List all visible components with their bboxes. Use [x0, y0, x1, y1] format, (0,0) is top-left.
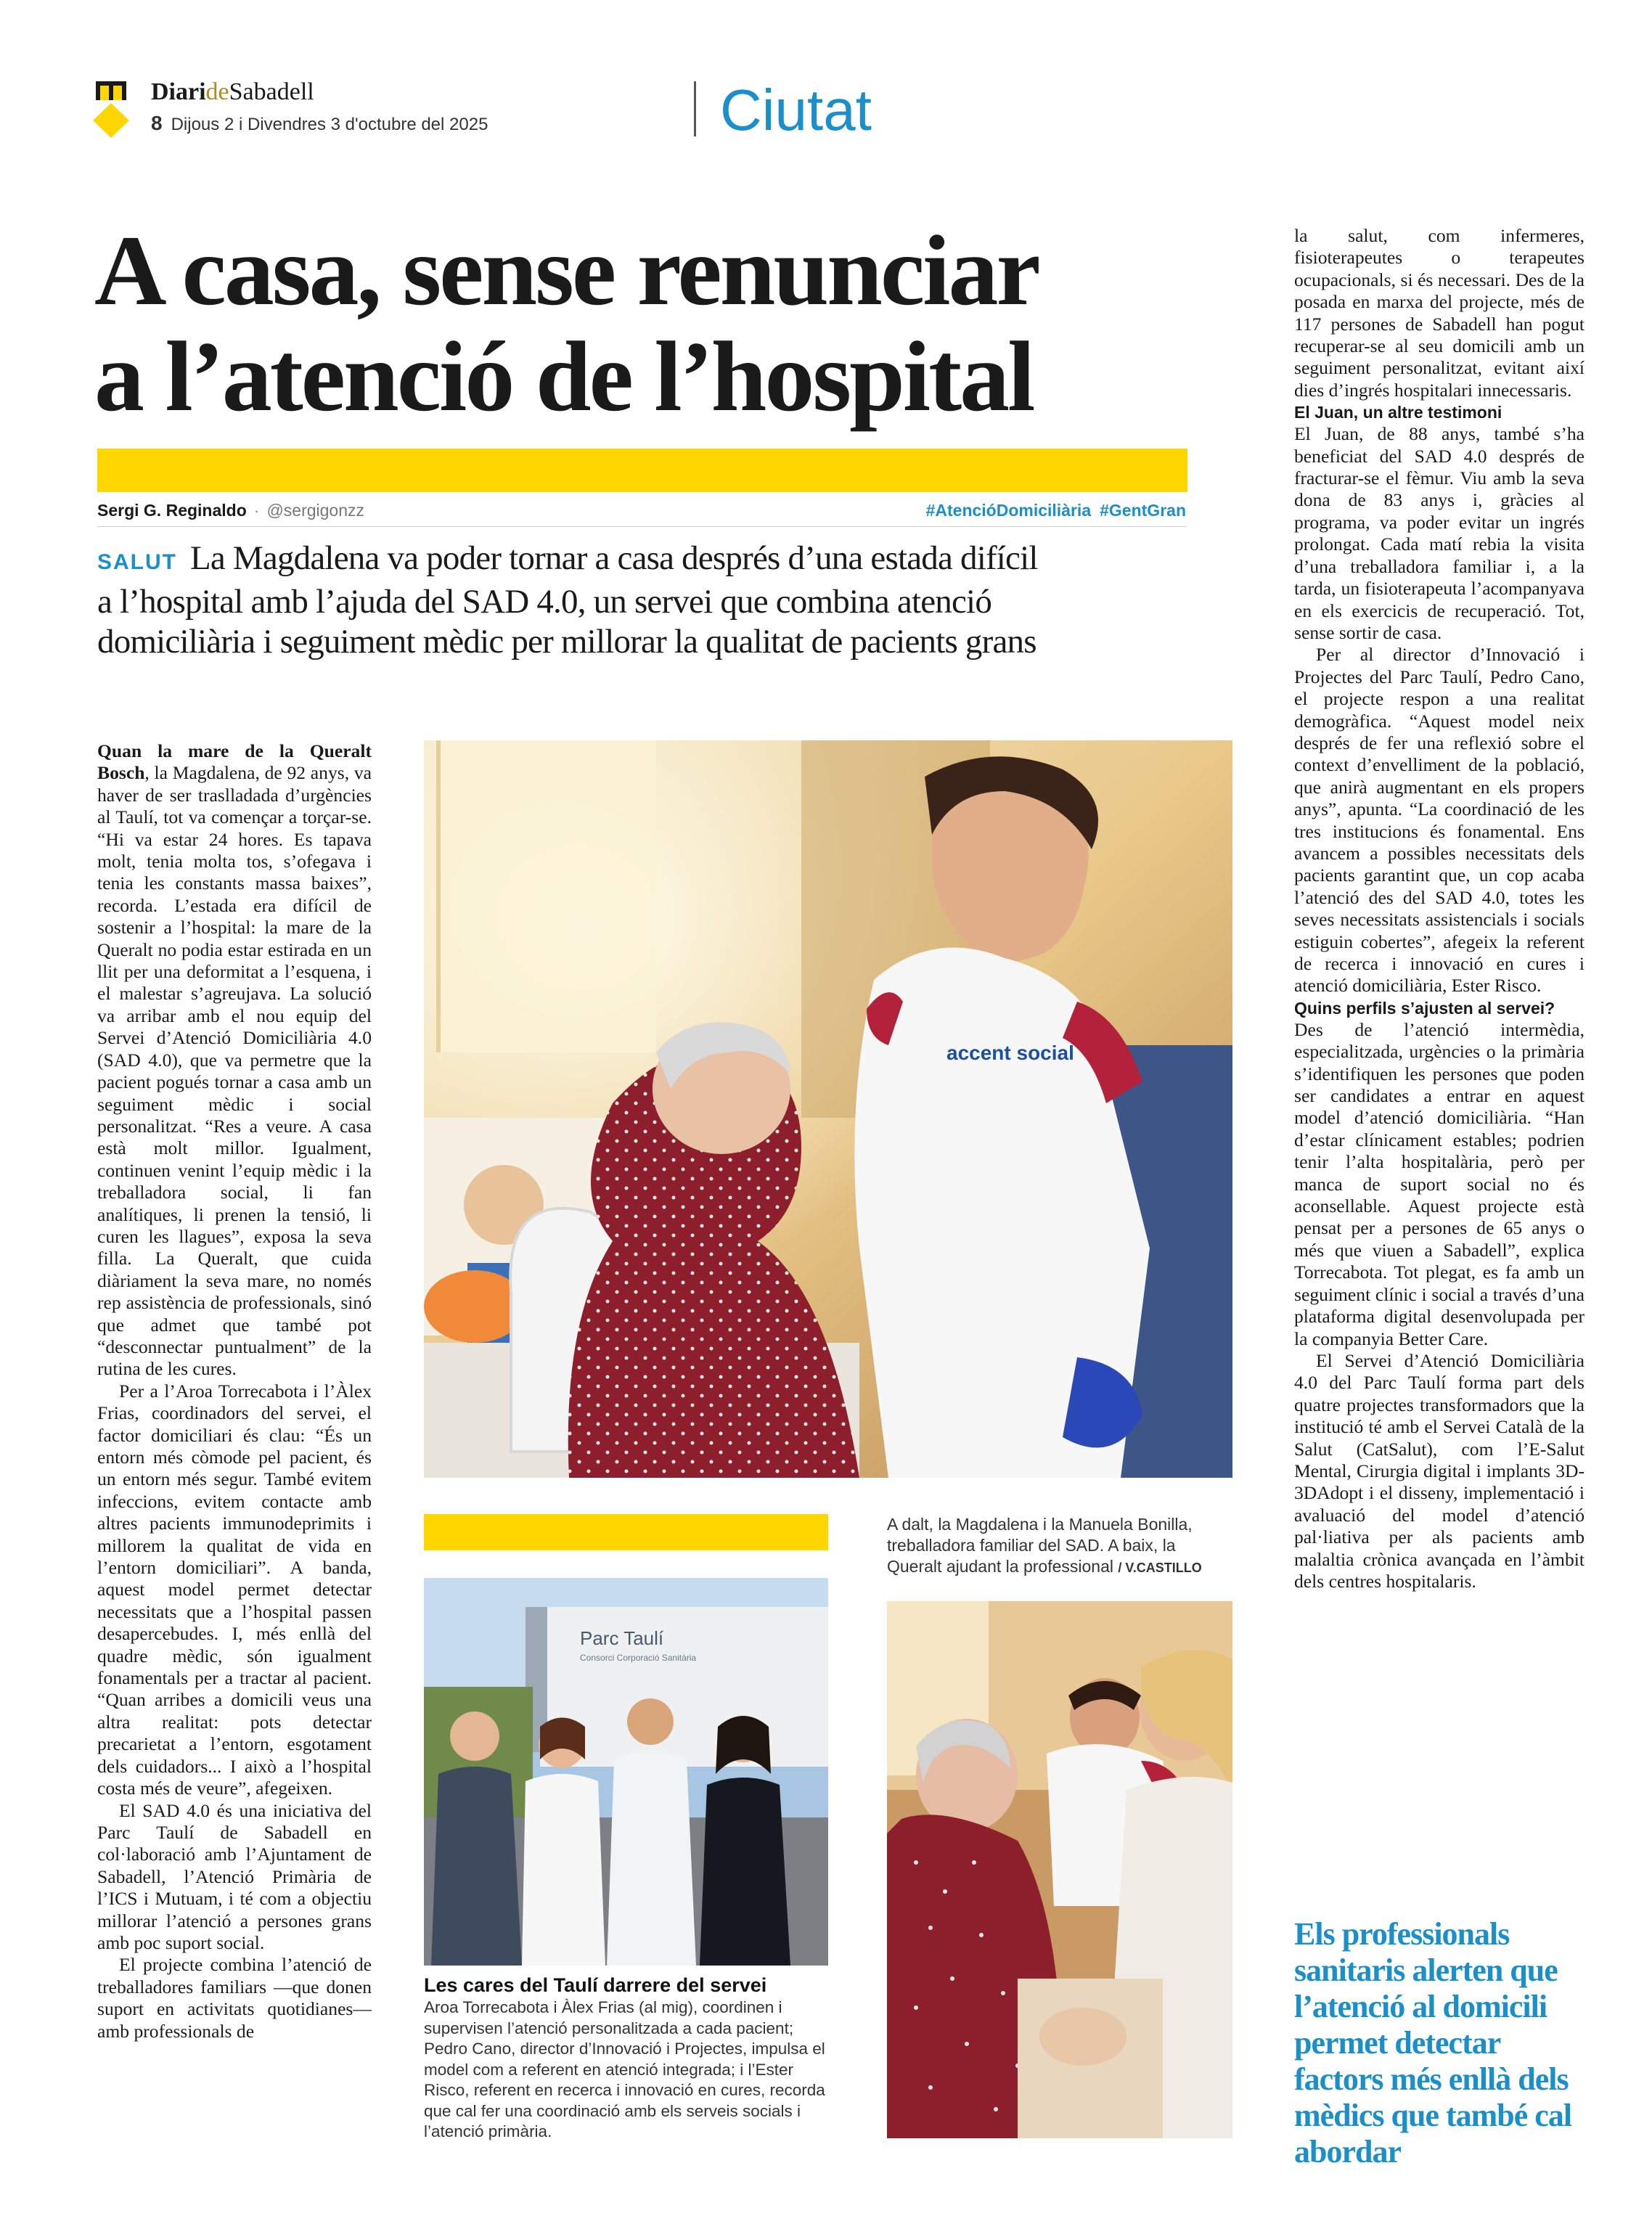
- author-handle[interactable]: @sergigonzz: [266, 501, 365, 520]
- article-column-1: Quan la mare de la Queralt Bosch, la Magdalena, de 92 anys, va haver de ser traslladada d’urgències al Taulí, tot va començar a torçar-se. “Hi va estar 24 hores. Es tapava molt, tenia molta tos, s’ofegava i tenia les constants massa baixes”, recorda. L’estada era difícil de sostenir a l’hospital: la mare de la Queralt no podia estar estirada en un llit per una deformitat a l’esquena, i el malestar s’agreujava. La solució va arribar amb el nou equip del Servei d’Atenció Domiciliària 4.0 (SAD 4.0), que va permetre que la pacient pogués tornar a casa amb un seguiment mèdic i social personalitzat. “Res a veure. A casa està molt millor. Igualment, continuen venint l’equip mèdic i la treballadora social, li fan analítiques, li prenen la tensió, li curen les llagues”, exposa la seva filla. La Queralt, que cuida diàriament la seva mare, no només rep assistència de professionals, sinó que admet que també pot “desconnectar puntualment” de la rutina de les cures. Per a l’Aroa Torrecabota i l’Àlex Frias, coordinadors del servei, el factor domiciliari és clau: “És un entorn més còmode pel pacient, és un entorn més segur. També evitem infeccions, evitem contacte amb altres pacients immunodeprimits i millorem la qualitat de vida en l’entorn domiciliari”. A banda, aquest model permet detectar necessitats que a l’hospital passen desapercebudes. I, més enllà del quadre mèdic, són igualment fonamentals per a tractar al pacient. “Quan arribes a domicili veus una altra realitat: pots detectar precarietat a l’entorn, esgotament dels cuidadors... I això a l’hospital costa més de veure”, afegeixen. El SAD 4.0 és una iniciativa del Parc Taulí de Sabadell en col·laboració amb l’Ajuntament de Sabadell, l’Atenció Primària de l’ICS i Mutuam, i té com a objectiu millorar l’atenció a persones grans amb poc suport social. El projecte combina l’atenció de treballadores familiars —que donen suport en activitats quotidianes— amb professionals de: [97, 740, 372, 2042]
- hashtag[interactable]: #AtencióDomiciliària: [925, 501, 1092, 520]
- hashtag[interactable]: #GentGran: [1100, 501, 1186, 520]
- header-divider: [694, 81, 696, 136]
- page-number: 8: [151, 112, 163, 134]
- byline-rule: [97, 526, 1186, 527]
- pull-quote: Els professionals sanitaris alerten que l’atenció al domicili permet detectar factors més enllà dels mèdics que també cal abordar: [1294, 1916, 1572, 2169]
- byline: Sergi G. Reginaldo · @sergigonzz: [97, 501, 365, 520]
- second-photo: [887, 1601, 1232, 2138]
- team-photo: [424, 1578, 828, 1966]
- building-sign-sub: Consorci Corporació Sanitària: [580, 1653, 697, 1663]
- team-caption-title: Les cares del Taulí darrere del servei: [424, 1974, 767, 1996]
- masthead-brand: DiarideSabadell: [151, 78, 314, 105]
- hashtags: [917, 501, 1186, 520]
- author-name: Sergi G. Reginaldo: [97, 501, 247, 520]
- lead-paragraph: SALUT La Magdalena va poder tornar a casa després d’una estada difícil a l’hospital amb l’ajuda del SAD 4.0, un servei que combina atenció domiciliària i seguiment mèdic per millorar la qualitat de pacients grans: [97, 539, 1038, 660]
- lead-tag: SALUT: [97, 550, 177, 574]
- section-title: Ciutat: [720, 78, 872, 142]
- article-column-3: la salut, com infermeres, fisioterapeutes o terapeutes ocupacionals, si és necessari. Des de la posada en marxa del projecte, més de 117 persones de Sabadell han pogut recuperar-se al seu domicili amb un seguiment personalitzat, evitant així dies d’ingrés hospitalari innecessaris. El Juan, un altre testimoni El Juan, de 88 anys, també s’ha beneficiat del SAD 4.0 després de fracturar-se el fèmur. Viu amb la seva dona de 83 anys i, gràcies al programa, va poder evitar un ingrés prolongat. Cada matí rebia la visita d’una treballadora familiar i, a la tarda, un fisioterapeuta l’acompanyava en els exercicis de recuperació. Tot, sense sortir de casa. Per al director d’Innovació i Projectes del Parc Taulí, Pedro Cano, el projecte respon a una realitat demogràfica. “Aquest model neix després de fer una reflexió sobre el context d’envelliment de la població, que anirà augmentant en els propers anys”, apunta. “La coordinació de les tres institucions és fonamental. Ens avancem a possibles necessitats dels pacients garantint que, un cop acaba l’atenció des del SAD 4.0, totes les seves necessitats assistencials i socials estiguin cobertes”, afegeix la referent de recerca i innovació en cures i atenció domiciliària, Ester Risco. Quins perfils s’ajusten al servei? Des de l’atenció intermèdia, especialitzada, urgències o la primària s’identifiquen les persones que poden ser candidates a entrar en aquest model d’atenció domiciliària. “Han d’estar clínicament estables; podrien tenir l’alta hospitalària, però per manca de suport social no és aconsellable. Aquest projecte està pensat per a persones de 65 anys o més que viuen a Sabadell”, explica Torrecabota. Tot plegat, es fa amb un seguiment clínic i social a través d’una plataforma digital desenvolupada per la companyia Better Care. El Servei d’Atenció Domiciliària 4.0 del Parc Taulí forma part dels quatre projectes transformadors que la institució té amb el Servei Català de la Salut (CatSalut), com l’E-Salut Mental, Cirurgia digital i implants 3D-3DAdopt i el disseny, implementació i avaluació del model d’atenció pal·liativa per als pacients amb malaltia crònica avançada en l’àmbit dels centres hospitalaris.: [1294, 225, 1584, 1592]
- main-photo: [424, 740, 1232, 1478]
- issue-date: Dijous 2 i Divendres 3 d'octubre del 2025: [171, 115, 488, 134]
- team-yellow-bar: [424, 1514, 828, 1550]
- main-photo-caption: A dalt, la Magdalena i la Manuela Bonilla, treballadora familiar del SAD. A baix, la Queralt ajudant la professional / V.CASTILLO: [887, 1515, 1202, 1576]
- headline-yellow-bar: [97, 449, 1187, 492]
- team-caption: Aroa Torrecabota i Àlex Frias (al mig), coordinen i supervisen l’atenció personalitzada a cada pacient; Pedro Cano, director d’Innovació i Projectes, impulsa el model com a referent en atenció integrada; i l’Ester Risco, referent en recerca i innovació en cures, recorda que cal fer una coordinació amb els serveis socials i l’atenció primària.: [424, 1998, 825, 2140]
- subheading: Quins perfils s’ajusten al servei?: [1294, 998, 1555, 1018]
- newspaper-logo-icon: [93, 81, 129, 138]
- photo-credit: / V.CASTILLO: [1118, 1561, 1202, 1575]
- building-sign: Parc Taulí: [580, 1627, 664, 1649]
- headline: A casa, sense renunciar a l’atenció de l’hospital: [94, 215, 1039, 432]
- subheading: El Juan, un altre testimoni: [1294, 403, 1502, 422]
- uniform-logo-text: accent social: [946, 1042, 1074, 1064]
- drop-lead-bold: Quan la mare de la Queralt Bosch: [97, 740, 372, 784]
- page-info: [151, 112, 488, 135]
